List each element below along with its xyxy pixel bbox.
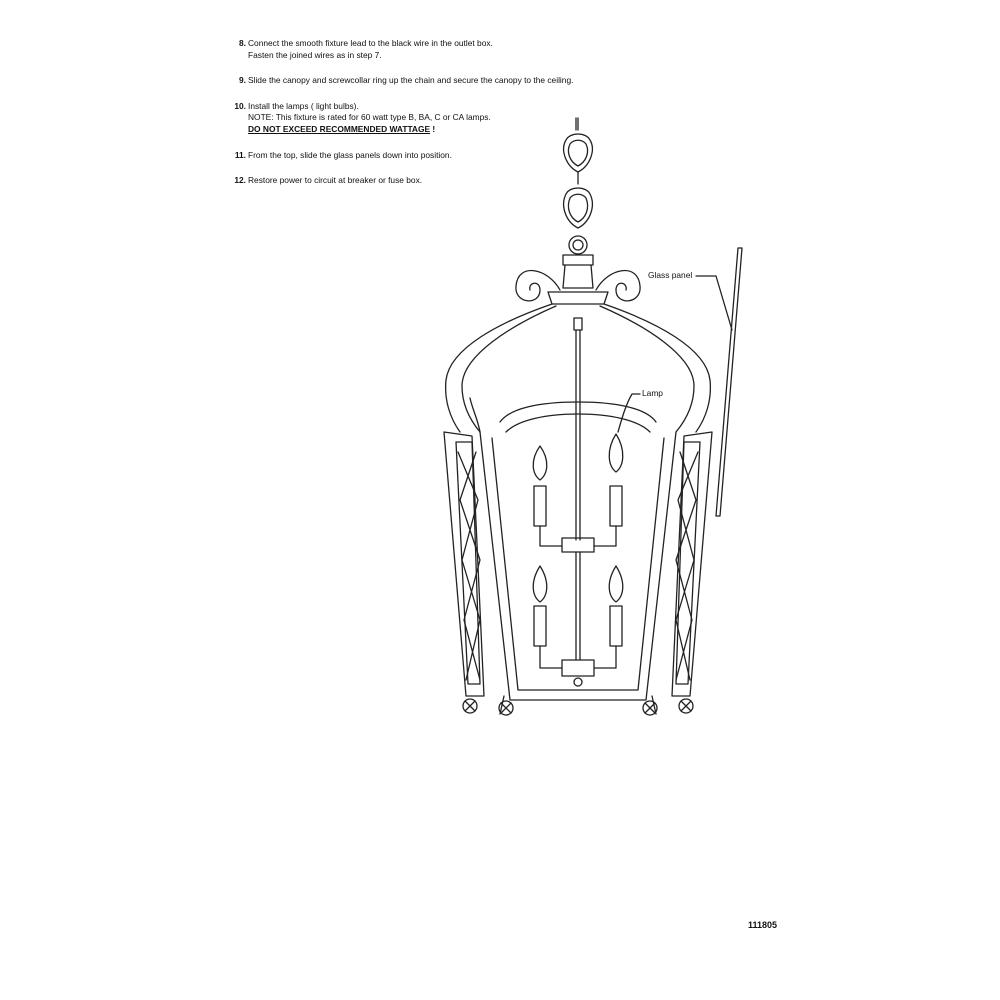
- step-number: 10.: [234, 100, 246, 111]
- step-text: Connect the smooth fixture lead to the black wire in the outlet box.: [248, 38, 493, 48]
- step-number: 8.: [239, 38, 246, 48]
- glass-panel-label: Glass panel: [648, 270, 693, 280]
- fixture-feet: [463, 699, 693, 715]
- step-text: From the top, slide the glass panels down into position.: [248, 149, 452, 160]
- step-number: 9.: [239, 75, 246, 86]
- wattage-warning: DO NOT EXCEED RECOMMENDED WATTAGE: [248, 123, 431, 134]
- lamp-label: Lamp: [642, 388, 663, 398]
- front-frame: [480, 432, 676, 714]
- step-text: Fasten the joined wires as in step 7.: [248, 49, 382, 60]
- center-rod: [576, 330, 580, 660]
- chain-icon: [564, 118, 593, 254]
- lamp-leader: [618, 394, 640, 432]
- document-number: 111805: [748, 920, 778, 930]
- lower-candle-cluster: [533, 566, 623, 686]
- finial-icon: [516, 255, 640, 330]
- step-text: Restore power to circuit at breaker or fuse box.: [248, 175, 423, 186]
- step-number: 12.: [234, 175, 246, 186]
- step-note: NOTE: This fixture is rated for 60 watt type B, BA, C or CA lamps.: [248, 112, 491, 123]
- crown-frame: [446, 304, 711, 432]
- side-panel-left: [444, 432, 484, 696]
- step-number: 11.: [234, 149, 246, 160]
- step-text: Slide the canopy and screwcollar ring up the chain and secure the canopy to the ceiling.: [248, 75, 574, 86]
- upper-candle-cluster: [533, 434, 623, 552]
- glass-panel-leader: [696, 276, 732, 330]
- warning-exclamation: !: [430, 123, 436, 134]
- side-panel-right: [672, 432, 712, 696]
- step-text: Install the lamps ( light bulbs).: [248, 100, 359, 111]
